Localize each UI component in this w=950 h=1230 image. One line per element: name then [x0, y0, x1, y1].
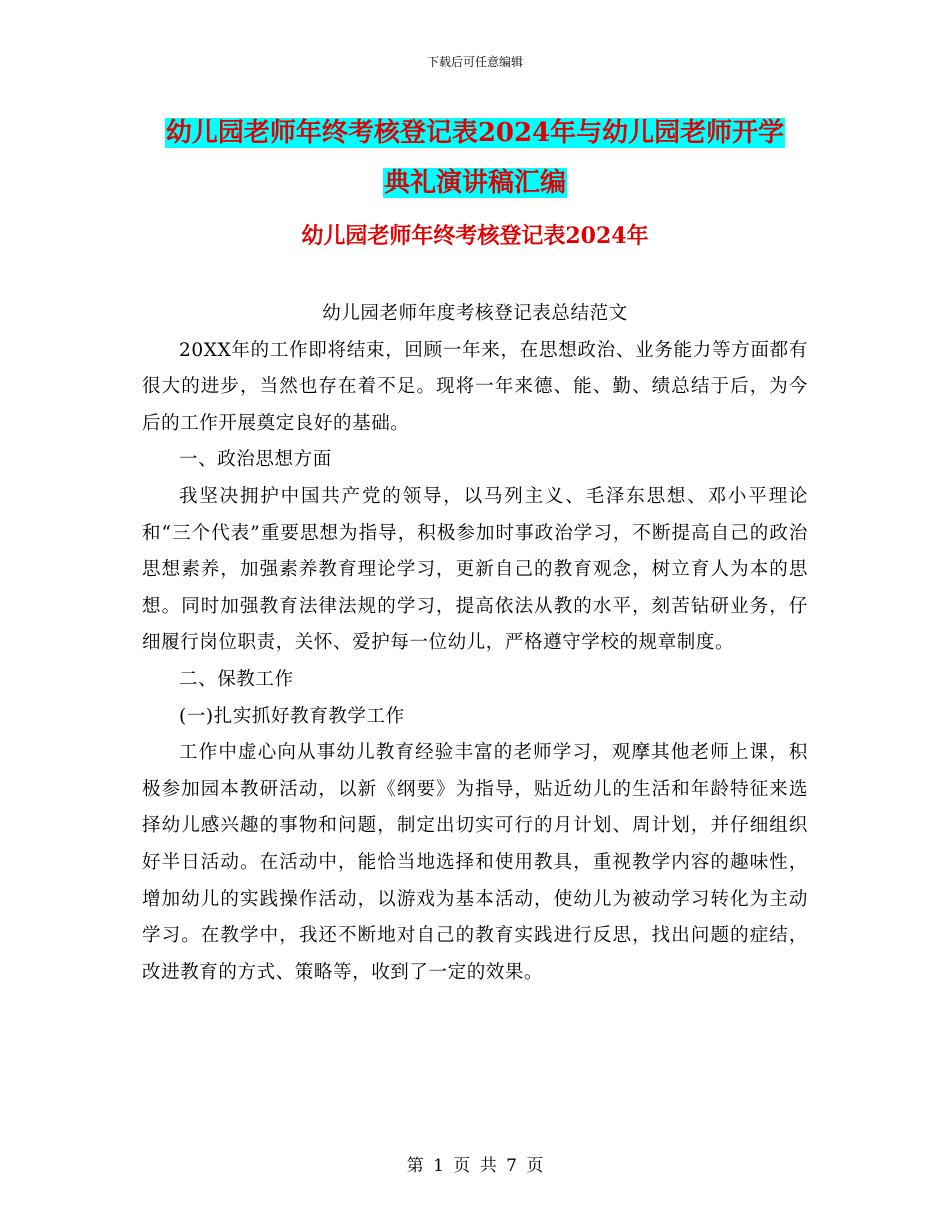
paragraph-intro: 20XX年的工作即将结束，回顾一年来，在思想政治、业务能力等方面都有很大的进步，当然也存在着不足。现将一年来德、能、勤、绩总结于后，为今后的工作开展奠定良好的基础。	[142, 339, 808, 434]
page-number: 第 1 页 共 7 页	[406, 1156, 544, 1176]
header-note: 下载后可任意编辑	[426, 55, 523, 69]
subheading-teaching-work: (一)扎实抓好教育教学工作	[179, 705, 405, 727]
paragraph-politics: 我坚决拥护中国共产党的领导，以马列主义、毛泽东思想、邓小平理论和“三个代表”重要思想为指导，积极参加时事政治学习，不断提高自己的政治思想素养，加强素养教育理论学习，更新自己的教育观念，树立育人为本的思想。同时加强教育法律法规的学习，提高依法从教的水平，刻苦钻研业务，仔细履行岗位职责，关怀、爱护每一位幼儿，严格遵守学校的规章制度。	[142, 485, 808, 654]
heading-teaching: 二、保教工作	[179, 668, 294, 690]
heading-politics: 一、政治思想方面	[179, 449, 332, 471]
document-title-line2: 典礼演讲稿汇编	[383, 168, 566, 198]
document-title-line1: 幼儿园老师年终考核登记表2024年与幼儿园老师开学	[165, 118, 785, 148]
paragraph-teaching: 工作中虚心向从事幼儿教育经验丰富的老师学习，观摩其他老师上课，积极参加园本教研活动，以新《纲要》为指导，贴近幼儿的生活和年龄特征来选择幼儿感兴趣的事物和问题，制定出切实可行的月计划、周计划，并仔细组织好半日活动。在活动中，能恰当地选择和使用教具，重视教学内容的趣味性，增加幼儿的实践操作活动，以游戏为基本活动，使幼儿为被动学习转化为主动学习。在教学中，我还不断地对自己的教育实践进行反思，找出问题的症结，改进教育的方式、策略等，收到了一定的效果。	[142, 742, 808, 983]
section-title: 幼儿园老师年终考核登记表2024年	[301, 223, 649, 249]
document-subtitle: 幼儿园老师年度考核登记表总结范文	[322, 303, 628, 324]
document-body	[142, 296, 808, 991]
document-title	[142, 108, 808, 208]
